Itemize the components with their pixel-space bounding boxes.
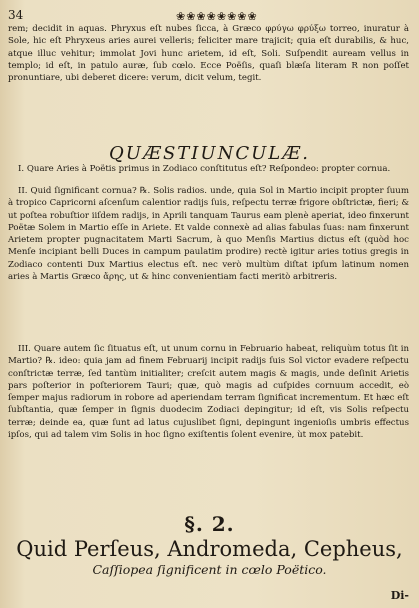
question-3 bbox=[8, 343, 409, 441]
section-2-subtitle: Caſſiopea ſignificent in cœlo Poëtico. bbox=[92, 562, 327, 577]
section-2-heading bbox=[0, 512, 419, 578]
section-heading: QUÆSTIUNCULÆ. bbox=[109, 143, 310, 164]
opening-paragraph-text: rem; decidit in aquas. Phryxus eſt nubes ſicca, à Græco φρύγω φρύξω torreo, inuratur à Sole, hic eſt Phryxeus aries aurei velleris; feliciter mare trajicit; quia eſt durabilis, & huc, atque illuc vehitur; immolat Jovi hunc arietem, id eſt, Soli. Suſpendit auream vellus in templo; id eſt, in patulo auræ, ſub cœlo. Ecce Poëſis, quaſi blæſa literam R non poſſet pronuntiare, ubi deberet dicere: verum, dicit velum, tegit. bbox=[8, 24, 409, 84]
question-1-text: I. Quare Aries à Poëtis primus in Zodiaco conſtitutus eſt? Reſpondeo: propter cornua. bbox=[18, 164, 391, 174]
section-2-title: Quid Perſeus, Andromeda, Cepheus, bbox=[16, 537, 403, 561]
question-2-text: II. Quid ſignificant cornua? ℞. Solis radios. unde, quia Sol in Martio incipit propter ſuum à tropico Capricorni aſcenſum calentior radijs ſuis, reſpectu terræ frigore obſtrictæ, fieri; & ut poſtea robuſtior iiſdem radijs, in Aprili tanquam Taurus eam plenè aperiat, ideo finxerunt Poëtæ Solem in Martio eſſe in Ariete. Et valde connexè ad alias fabulas ſuas: nam finxerunt Arietem propter pugnacitatem Marti Sacrum, à quo Menſis Martius dictus eſt (quòd hoc Menſe incipiant belli Duces in campum paulatim prodire) rectè igitur aries totius gregis in Zodiaco contenti Dux Martius electus eſt. nec verò multùm diſtat ipſum latinum nomen aries à Martis Græco ἄρης, ut & hinc convenientiam facti meritò arbitreris. bbox=[8, 186, 409, 283]
question-2 bbox=[8, 185, 409, 283]
question-3-text: III. Quare autem ſic ſituatus eſt, ut unum cornu in Februario habeat, reliquùm totus ſit in Martio? ℞. ideo: quia jam ad finem Februarij incipit radijs ſuis Sol victor evadere reſpectu conſtrictæ terræ, ſed tantùm initialiter; creſcit autem magis & magis, unde deſinit Arietis pars poſterior in poſteriorem Tauri; quæ, quò magis ad cuſpides cornuum accedit, eò ſemper majus radiorum in robore ad aperiendam terram ſignificat incrementum. Et hæc eſt ſubſtantia, quæ ſemper in ſignis duodecim Zodiaci depingitur; id eſt, vis Solis reſpectu terræ; deinde ea, quæ ſunt ad latus cujuslibet ſigni, depingunt ingenioſis umbris effectus ipſos, qui ad talem vim Solis in hoc ſigno exiſtentis ſolent evenire, ùt mox patebit. bbox=[8, 344, 409, 441]
catchword: Di- bbox=[390, 589, 409, 602]
section-2-number: §. 2. bbox=[184, 512, 235, 536]
question-1 bbox=[8, 163, 409, 175]
page-number: 34 bbox=[8, 8, 24, 22]
header-ornament: ❀❀❀❀❀❀❀❀ bbox=[176, 10, 258, 23]
opening-paragraph bbox=[8, 23, 409, 84]
